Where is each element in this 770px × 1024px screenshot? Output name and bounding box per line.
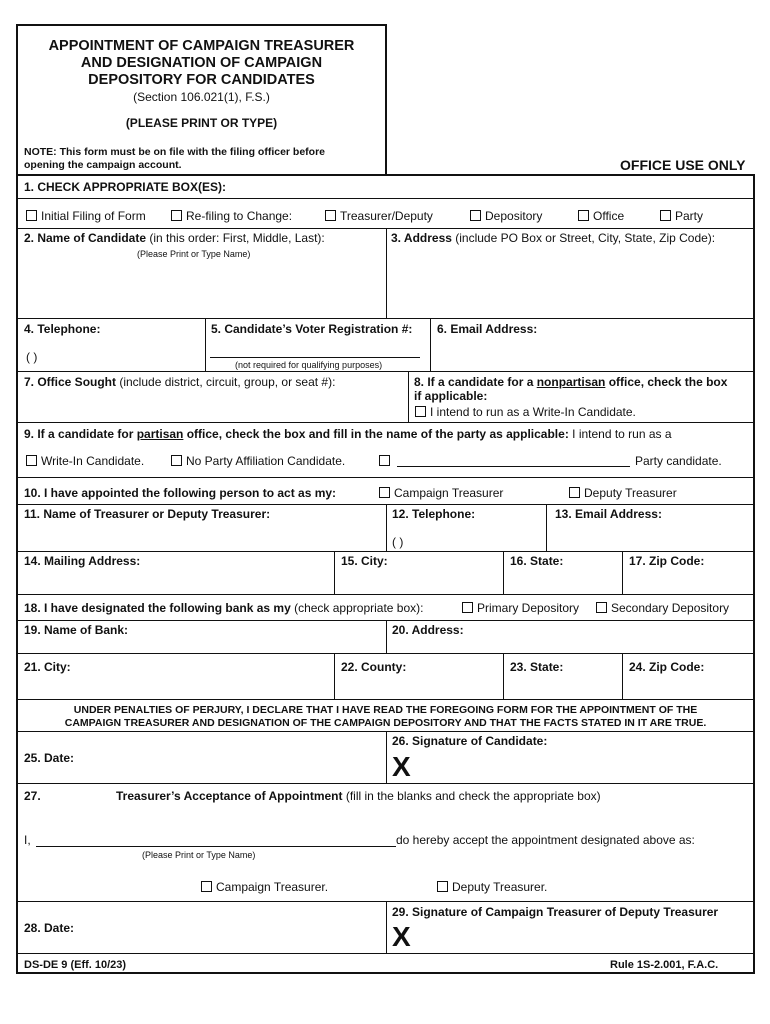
rule	[16, 699, 755, 700]
checkbox-icon	[171, 455, 182, 466]
section-16-label: 16. State:	[510, 554, 564, 568]
checkbox-no-party-affiliation[interactable]	[171, 454, 345, 468]
rule	[334, 551, 335, 594]
note-line-1: NOTE: This form must be on file with the filing officer before	[24, 146, 326, 158]
rule	[622, 653, 623, 699]
option-label: Party	[675, 209, 704, 223]
form-id: DS-DE 9 (Eff. 10/23)	[24, 959, 127, 971]
rule-citation: Rule 1S-2.001, F.A.C.	[610, 959, 719, 971]
rule	[503, 653, 504, 699]
section-2-label: 2. Name of Candidate (in this order: First, Middle, Last):	[24, 231, 325, 245]
party-name-field[interactable]	[397, 466, 630, 467]
section-21-label: 21. City:	[24, 660, 71, 674]
option-label: Campaign Treasurer.	[216, 880, 329, 894]
option-label: Treasurer/Deputy	[340, 209, 433, 223]
rule	[16, 371, 755, 372]
acceptance-name-hint: (Please Print or Type Name)	[142, 850, 256, 860]
section-12-label: 12. Telephone:	[392, 507, 476, 521]
section-7-label: 7. Office Sought (include district, circuit, group, or seat #):	[24, 375, 336, 389]
checkbox-party[interactable]	[660, 209, 703, 223]
checkbox-icon	[379, 455, 390, 466]
treasurer-signature-x: X	[392, 921, 411, 952]
candidate-phone-field[interactable]: ( )	[26, 350, 38, 364]
office-sought-field[interactable]	[20, 391, 404, 419]
checkbox-office[interactable]	[578, 209, 624, 223]
rule	[386, 620, 387, 653]
checkbox-initial-filing[interactable]	[26, 209, 146, 223]
candidate-email-field[interactable]	[434, 338, 751, 368]
treasurer-email-field[interactable]	[550, 522, 751, 548]
voter-registration-hint: (not required for qualifying purposes)	[235, 360, 383, 370]
checkbox-partisan-write-in[interactable]	[26, 454, 144, 468]
rule	[622, 551, 623, 594]
section-8-label: 8. If a candidate for a nonpartisan office, check the box	[414, 375, 728, 389]
section-22-label: 22. County:	[341, 660, 407, 674]
option-label: Deputy Treasurer	[584, 486, 677, 500]
checkbox-accept-deputy-treasurer[interactable]	[437, 880, 547, 894]
rule	[16, 198, 755, 199]
section-3-label: 3. Address (include PO Box or Street, City, State, Zip Code):	[391, 231, 716, 245]
section-20-label: 20. Address:	[392, 623, 464, 637]
candidate-name-field[interactable]	[20, 260, 382, 314]
rule	[546, 504, 547, 551]
title-line-3: DEPOSITORY FOR CANDIDATES	[88, 72, 315, 88]
option-label: Re-filing to Change:	[186, 209, 293, 223]
rule	[16, 551, 755, 552]
checkbox-icon	[171, 210, 182, 221]
checkbox-icon	[325, 210, 336, 221]
option-label: Write-In Candidate.	[41, 454, 145, 468]
note-line-2: opening the campaign account.	[24, 159, 182, 171]
form-title	[18, 38, 385, 89]
option-label: Office	[593, 209, 625, 223]
checkbox-icon	[379, 487, 390, 498]
party-candidate-label: Party candidate.	[635, 454, 722, 468]
section-17-label: 17. Zip Code:	[629, 554, 705, 568]
checkbox-accept-campaign-treasurer[interactable]	[201, 880, 328, 894]
candidate-signature-x: X	[392, 751, 411, 782]
rule	[16, 783, 755, 784]
checkbox-icon	[415, 406, 426, 417]
rule	[16, 653, 755, 654]
i-label: I,	[24, 833, 31, 847]
rule	[408, 371, 409, 422]
section-19-label: 19. Name of Bank:	[24, 623, 129, 637]
candidate-name-hint: (Please Print or Type Name)	[137, 249, 251, 259]
section-24-label: 24. Zip Code:	[629, 660, 705, 674]
section-1-label: 1. CHECK APPROPRIATE BOX(ES):	[24, 180, 227, 194]
checkbox-party-candidate[interactable]	[379, 454, 394, 468]
rule	[386, 901, 387, 953]
rule	[386, 228, 387, 318]
checkbox-icon	[578, 210, 589, 221]
statute-reference: (Section 106.021(1), F.S.)	[133, 90, 270, 104]
checkbox-icon	[470, 210, 481, 221]
section-11-label: 11. Name of Treasurer or Deputy Treasurer:	[24, 507, 271, 521]
rule	[430, 318, 431, 371]
section-27-number: 27.	[24, 789, 41, 803]
option-label: Campaign Treasurer	[394, 486, 504, 500]
candidate-signature-field[interactable]	[420, 750, 750, 780]
checkbox-icon	[437, 881, 448, 892]
checkbox-primary-depository[interactable]	[462, 601, 579, 615]
acceptance-text: do hereby accept the appointment designated above as:	[396, 833, 695, 847]
candidate-address-field[interactable]	[390, 248, 751, 314]
perjury-line-1: UNDER PENALTIES OF PERJURY, I DECLARE THAT I HAVE READ THE FOREGOING FORM FOR THE APPOINTMENT OF THE	[73, 704, 698, 716]
treasurer-signature-field[interactable]	[420, 920, 750, 950]
mailing-address-field[interactable]	[20, 570, 330, 591]
option-label: Primary Depository	[477, 601, 580, 615]
perjury-line-2: CAMPAIGN TREASURER AND DESIGNATION OF THE CAMPAIGN DEPOSITORY AND THAT THE FACTS STATED IN IT ARE TRUE.	[64, 717, 707, 729]
option-label: Initial Filing of Form	[41, 209, 146, 223]
checkbox-icon	[26, 210, 37, 221]
checkbox-icon	[660, 210, 671, 221]
checkbox-refiling[interactable]	[171, 209, 292, 223]
checkbox-icon	[201, 881, 212, 892]
treasurer-name-field[interactable]	[20, 522, 382, 548]
rule	[16, 477, 755, 478]
section-27-title: Treasurer’s Acceptance of Appointment (fill in the blanks and check the appropriate box)	[116, 789, 601, 803]
section-9-label: 9. If a candidate for partisan office, check the box and fill in the name of the party as applicable: I intend to run as a	[24, 427, 672, 441]
section-6-label: 6. Email Address:	[437, 322, 538, 336]
checkbox-icon	[26, 455, 37, 466]
section-28-label: 28. Date:	[24, 921, 75, 935]
rule	[16, 953, 755, 954]
checkbox-icon	[462, 602, 473, 613]
section-25-label: 25. Date:	[24, 751, 75, 765]
checkbox-secondary-depository[interactable]	[596, 601, 729, 615]
section-5-label: 5. Candidate’s Voter Registration #:	[211, 322, 413, 336]
title-line-1: APPOINTMENT OF CAMPAIGN TREASURER	[48, 38, 355, 54]
checkbox-icon	[569, 487, 580, 498]
checkbox-deputy-treasurer[interactable]	[569, 486, 677, 500]
option-label: No Party Affiliation Candidate.	[186, 454, 346, 468]
checkbox-campaign-treasurer[interactable]	[379, 486, 503, 500]
section-29-label: 29. Signature of Campaign Treasurer of Deputy Treasurer	[392, 905, 719, 919]
section-14-label: 14. Mailing Address:	[24, 554, 141, 568]
option-label: Deputy Treasurer.	[452, 880, 548, 894]
section-26-label: 26. Signature of Candidate:	[392, 734, 548, 748]
section-4-label: 4. Telephone:	[24, 322, 101, 336]
option-label: Depository	[485, 209, 543, 223]
title-line-2: AND DESIGNATION OF CAMPAIGN	[80, 55, 323, 71]
rule	[386, 504, 387, 551]
rule	[16, 594, 755, 595]
treasurer-acceptance-name-field[interactable]	[36, 846, 396, 847]
treasurer-phone-field[interactable]: ( )	[392, 535, 404, 549]
section-15-label: 15. City:	[341, 554, 388, 568]
section-13-label: 13. Email Address:	[555, 507, 662, 521]
rule	[386, 731, 387, 783]
rule	[205, 318, 206, 371]
checkbox-icon	[596, 602, 607, 613]
checkbox-treasurer-deputy[interactable]	[325, 209, 433, 223]
section-10-label: 10. I have appointed the following person to act as my:	[24, 486, 337, 500]
section-23-label: 23. State:	[510, 660, 564, 674]
office-use-only: OFFICE USE ONLY	[620, 157, 746, 173]
print-note: (PLEASE PRINT OR TYPE)	[125, 116, 278, 130]
section-18-label: 18. I have designated the following bank as my (check appropriate box):	[24, 601, 424, 615]
rule	[16, 422, 755, 423]
checkbox-nonpartisan-write-in[interactable]	[415, 405, 636, 419]
rule	[16, 318, 755, 319]
rule	[334, 653, 335, 699]
option-label: Secondary Depository	[611, 601, 730, 615]
option-label: I intend to run as a Write-In Candidate.	[430, 405, 636, 419]
rule	[503, 551, 504, 594]
checkbox-depository[interactable]	[470, 209, 542, 223]
section-8-label-line2: if applicable:	[414, 389, 488, 403]
